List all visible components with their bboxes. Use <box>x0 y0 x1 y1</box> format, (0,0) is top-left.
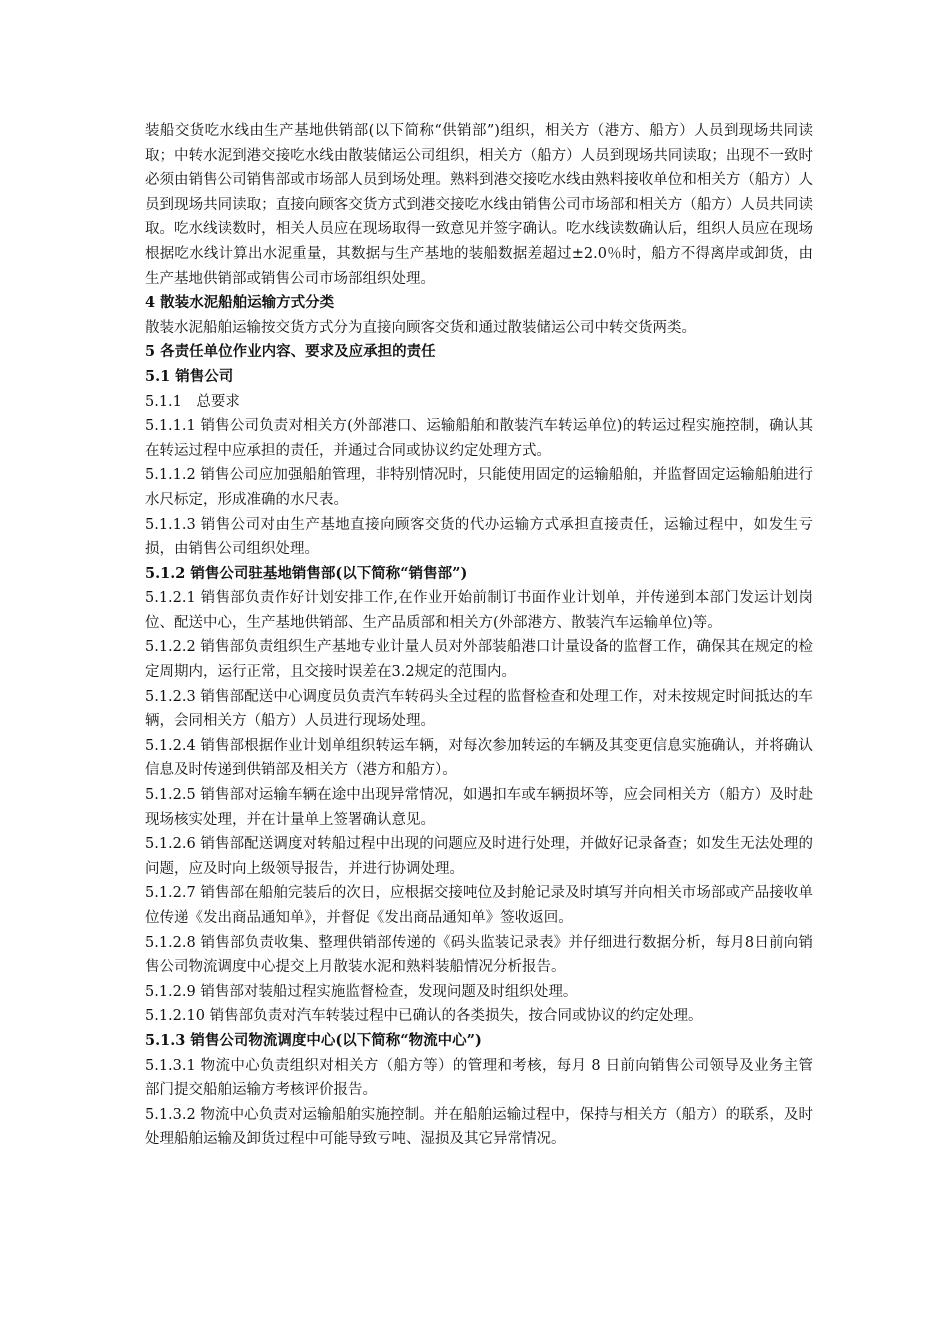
paragraph-5-1-1-1: 5.1.1.1 销售公司负责对相关方(外部港口、运输船舶和散装汽车转运单位)的转运过程实施控制，确认其在转运过程中应承担的责任，并通过合同或协议约定处理方式。 <box>145 418 813 459</box>
paragraph-5-1-2-10: 5.1.2.10 销售部负责对汽车转装过程中已确认的各类损失，按合同或协议的约定处理。 <box>145 1008 703 1025</box>
heading-section-5-1: 5.1 销售公司 <box>145 367 234 385</box>
paragraph-5-1-1-3: 5.1.1.3 销售公司对由生产基地直接向顾客交货的代办运输方式承担直接责任，运输过程中，如发生亏损，由销售公司组织处理。 <box>145 516 813 558</box>
paragraph-5-1-2-9: 5.1.2.9 销售部对装船过程实施监督检查，发现问题及时组织处理。 <box>145 983 578 1000</box>
paragraph-5-1-2-6: 5.1.2.6 销售部配送调度对转船过程中出现的问题应及时进行处理，并做好记录备查；如发生无法处理的问题，应及时向上级领导报告，并进行协调处理。 <box>145 836 813 877</box>
paragraph-5-1-2-8: 5.1.2.8 销售部负责收集、整理供销部传递的《码头监装记录表》并仔细进行数据分析，每月8日前向销售公司物流调度中心提交上月散装水泥和熟料装船情况分析报告。 <box>145 934 813 976</box>
heading-section-5-1-2: 5.1.2 销售公司驻基地销售部(以下简称“销售部”) <box>145 564 468 582</box>
paragraph-5-1-2-4: 5.1.2.4 销售部根据作业计划单组织转运车辆，对每次参加转运的车辆及其变更信息实施确认，并将确认信息及时传递到供销部及相关方（港方和船方）。 <box>145 737 813 779</box>
paragraph-5-1-1-2: 5.1.1.2 销售公司应加强船舶管理，非特别情况时，只能使用固定的运输船舶，并监督固定运输船舶进行水尺标定，形成准确的水尺表。 <box>145 467 813 508</box>
paragraph-5-1-2-3: 5.1.2.3 销售部配送中心调度员负责汽车转码头全过程的监督检查和处理工作，对未按规定时间抵达的车辆，会同相关方（船方）人员进行现场处理。 <box>145 688 813 730</box>
paragraph-5-1-2-7: 5.1.2.7 销售部在船舶完装后的次日，应根据交接吨位及封舱记录及时填写并向相关市场部或产品接收单位传递《发出商品通知单》，并督促《发出商品通知单》签收返回。 <box>145 885 813 926</box>
heading-section-4: 4 散装水泥船舶运输方式分类 <box>145 294 335 312</box>
heading-section-5-1-3: 5.1.3 销售公司物流调度中心(以下简称“物流中心”) <box>145 1031 482 1049</box>
paragraph-waterline-reading: 装船交货吃水线由生产基地供销部(以下简称“供销部”)组织，相关方（港方、船方）人员到现场共同读取；中转水泥到港交接吃水线由散装储运公司组织，相关方（船方）人员到现场共同读取；出现不一致时必须由销售公司销售部或市场部人员到场处理。熟料到港交接吃水线由熟料接收单位和相关方（船方）人员到现场共同读取；直接向顾客交货方式到港交接吃水线由销售公司市场部和相关方（船方）人员共同读取。吃水线读数时，相关人员应在现场取得一致意见并签字确认。吃水线读数确认后，组织人员应在现场根据吃水线计算出水泥重量，其数据与生产基地的装船数据差超过±2.0％时，船方不得离岸或卸货，由生产基地供销部或销售公司市场部组织处理。 <box>145 123 813 287</box>
paragraph-5-1-3-1: 5.1.3.1 物流中心负责组织对相关方（船方等）的管理和考核，每月 8 日前向销售公司领导及业务主管部门提交船舶运输方考核评价报告。 <box>145 1057 813 1099</box>
paragraph-5-1-2-1: 5.1.2.1 销售部负责作好计划安排工作,在作业开始前制订书面作业计划单，并传递到本部门发运计划岗位、配送中心，生产基地供销部、生产品质部和相关方(外部港方、散装汽车运输单位)等。 <box>145 590 813 631</box>
paragraph-5-1-2-2: 5.1.2.2 销售部负责组织生产基地专业计量人员对外部装船港口计量设备的监督工作，确保其在规定的检定周期内，运行正常，且交接时误差在3.2规定的范围内。 <box>145 639 813 681</box>
paragraph-5-1-3-2: 5.1.3.2 物流中心负责对运输船舶实施控制。并在船舶运输过程中，保持与相关方（船方）的联系，及时处理船舶运输及卸货过程中可能导致亏吨、湿损及其它异常情况。 <box>145 1106 813 1148</box>
paragraph-transport-classification: 散装水泥船舶运输按交货方式分为直接向顾客交货和通过散装储运公司中转交货两类。 <box>145 319 696 336</box>
document-body <box>145 119 813 1152</box>
heading-section-5: 5 各责任单位作业内容、要求及应承担的责任 <box>145 343 436 361</box>
paragraph-5-1-2-5: 5.1.2.5 销售部对运输车辆在途中出现异常情况，如遇扣车或车辆损坏等，应会同相关方（船方）及时赴现场核实处理，并在计量单上签署确认意见。 <box>145 787 813 828</box>
heading-section-5-1-1: 5.1.1 总要求 <box>145 393 240 410</box>
